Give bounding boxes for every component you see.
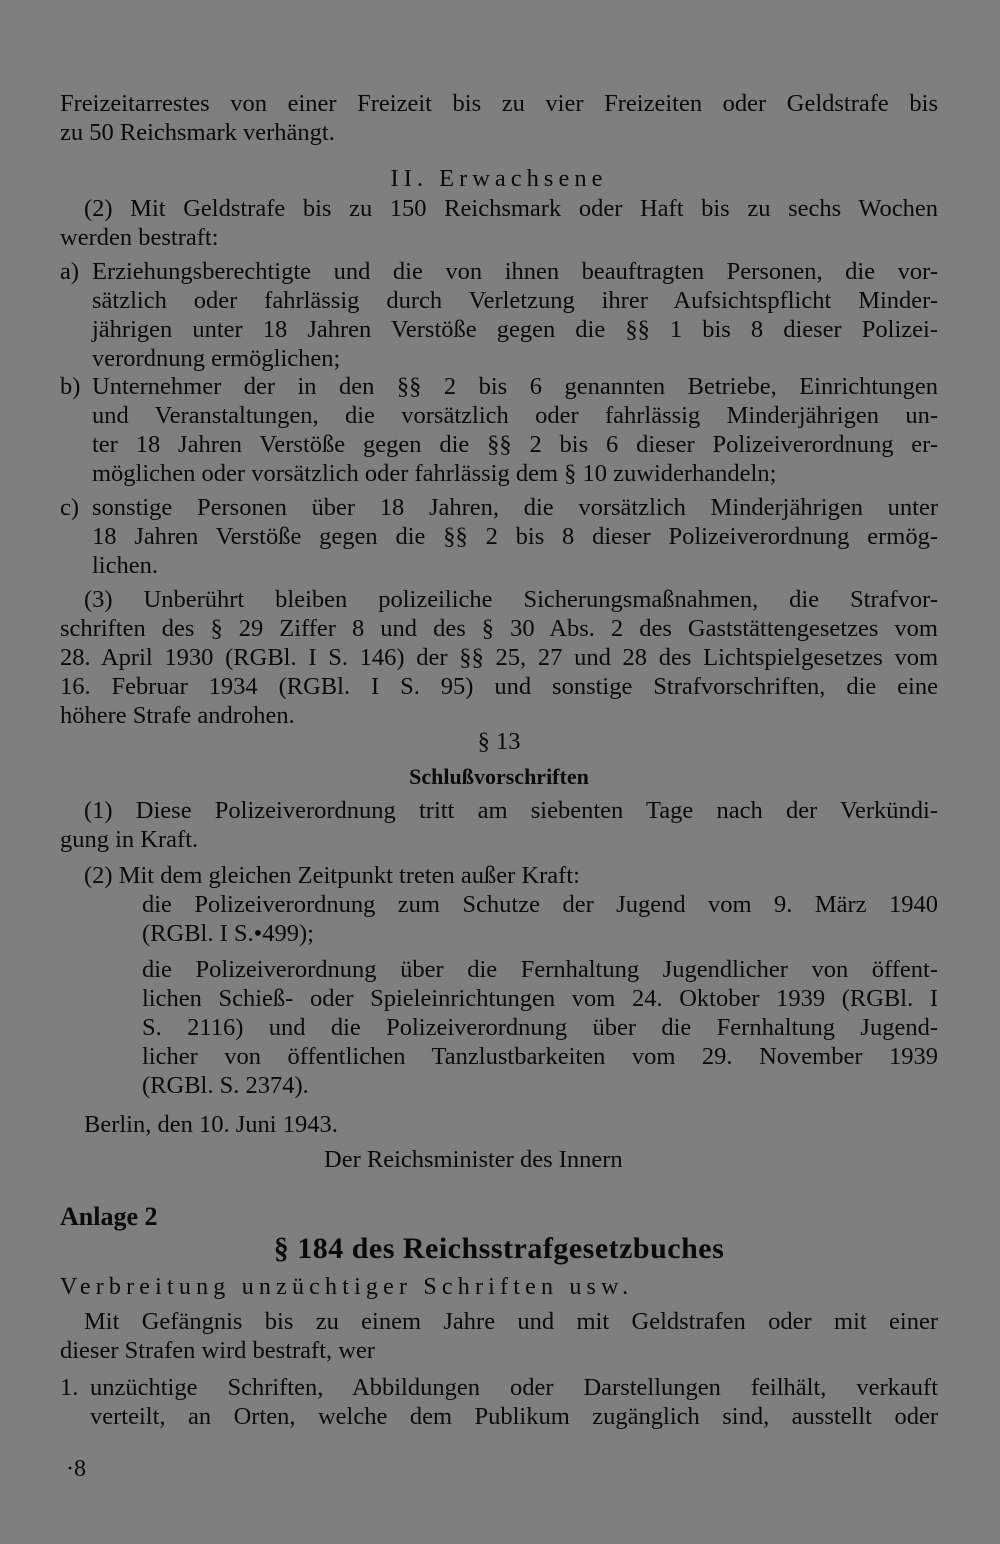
text-line: Erziehungsberechtigte und die von ihnen beauftragten Personen, die vor- (92, 258, 938, 285)
repealed-item-2 (142, 955, 938, 1100)
text-line: jährigen unter 18 Jahren Verstöße gegen die §§ 1 bis 8 dieser Polizei- (92, 316, 938, 343)
list-marker: 1. (60, 1374, 79, 1401)
text-line: zu 50 Reichsmark verhängt. (60, 119, 335, 146)
appendix-subtitle: Verbreitung unzüchtiger Schriften usw. (60, 1274, 634, 1300)
text-line: schriften des § 29 Ziffer 8 und des § 30 Abs. 2 des Gaststättengesetzes vom (60, 615, 938, 642)
text-line: die Polizeiverordnung zum Schutze der Jugend vom 9. März 1940 (142, 891, 938, 918)
text-line: unzüchtige Schriften, Abbildungen oder Darstellungen feilhält, verkauft (90, 1374, 938, 1401)
text-line: Mit Gefängnis bis zu einem Jahre und mit Geldstrafen oder mit einer (84, 1308, 938, 1335)
text-line: möglichen oder vorsätzlich oder fahrlässig dem § 10 zuwiderhandeln; (92, 460, 777, 487)
list-item-c (92, 493, 938, 580)
text-line: ter 18 Jahren Verstöße gegen die §§ 2 bis 6 dieser Polizeiverordnung er- (92, 431, 938, 458)
text-line: werden bestraft: (60, 224, 219, 251)
text-line: Freizeitarrestes von einer Freizeit bis zu vier Freizeiten oder Geldstrafe bis (60, 90, 938, 117)
paragraph-2 (60, 194, 938, 252)
section-heading: II. Erwachsene (390, 165, 608, 192)
text-line: und Veranstaltungen, die vorsätzlich oder fahrlässig Minderjährigen un- (92, 402, 938, 429)
text-line: (2) Mit Geldstrafe bis zu 150 Reichsmark oder Haft bis zu sechs Wochen (84, 195, 938, 222)
list-item-b (92, 372, 938, 488)
signature: Der Reichsminister des Innern (324, 1146, 623, 1173)
list-marker: a) (60, 258, 80, 285)
appendix-title: § 184 des Reichsstrafgesetzbuches (273, 1232, 725, 1265)
text-line: S. 2116) und die Polizeiverordnung über die Fernhaltung Jugend- (142, 1014, 938, 1041)
text-line: (3) Unberührt bleiben polizeiliche Sicherungsmaßnahmen, die Strafvor- (84, 586, 938, 613)
text-line: licher von öffentlichen Tanzlustbarkeiten vom 29. November 1939 (142, 1043, 938, 1070)
page-number: ·8 (66, 1456, 86, 1482)
text-line: (1) Diese Polizeiverordnung tritt am siebenten Tage nach der Verkündi- (84, 797, 938, 824)
top-paragraph (60, 89, 938, 147)
text-line: Unternehmer der in den §§ 2 bis 6 genannten Betriebe, Einrichtungen (92, 373, 938, 400)
repealed-item-1 (142, 890, 938, 948)
section-title: Schlußvorschriften (409, 764, 589, 789)
text-line: höhere Strafe androhen. (60, 702, 295, 729)
text-line: verordnung ermöglichen; (92, 345, 341, 372)
text-line: 16. Februar 1934 (RGBl. I S. 95) und sonstige Strafvorschriften, die eine (60, 673, 938, 700)
text-line: die Polizeiverordnung über die Fernhaltung Jugendlicher von öffent- (142, 956, 938, 983)
text-line: 18 Jahren Verstöße gegen die §§ 2 bis 8 dieser Polizeiverordnung ermög- (92, 523, 938, 550)
text-line: lichen Schieß- oder Spieleinrichtungen vom 24. Oktober 1939 (RGBl. I (142, 985, 938, 1012)
text-line: dieser Strafen wird bestraft, wer (60, 1337, 375, 1364)
appendix-item-1 (90, 1373, 938, 1431)
text-line: lichen. (92, 552, 158, 579)
text-line: verteilt, an Orten, welche dem Publikum zugänglich sind, ausstellt oder (90, 1403, 938, 1430)
place-date: Berlin, den 10. Juni 1943. (84, 1111, 338, 1138)
text-line: sonstige Personen über 18 Jahren, die vorsätzlich Minderjährigen unter (92, 494, 938, 521)
appendix-label: Anlage 2 (60, 1202, 158, 1231)
text-line: sätzlich oder fahrlässig durch Verletzung ihrer Aufsichtspflicht Minder- (92, 287, 938, 314)
list-marker: b) (60, 373, 81, 400)
appendix-intro (60, 1307, 938, 1365)
text-line: (RGBl. S. 2374). (142, 1072, 309, 1099)
text-line: 28. April 1930 (RGBl. I S. 146) der §§ 25, 27 und 28 des Lichtspielgesetzes vom (60, 644, 938, 671)
list-marker: c) (60, 494, 80, 521)
text-line: (RGBl. I S.•499); (142, 920, 314, 947)
list-item-a (92, 257, 938, 373)
paragraph-13-1 (60, 796, 938, 854)
text-line: gung in Kraft. (60, 826, 199, 853)
section-number: § 13 (477, 728, 521, 755)
paragraph-13-2-intro: (2) Mit dem gleichen Zeitpunkt treten außer Kraft: (84, 862, 580, 889)
paragraph-3 (60, 585, 938, 730)
